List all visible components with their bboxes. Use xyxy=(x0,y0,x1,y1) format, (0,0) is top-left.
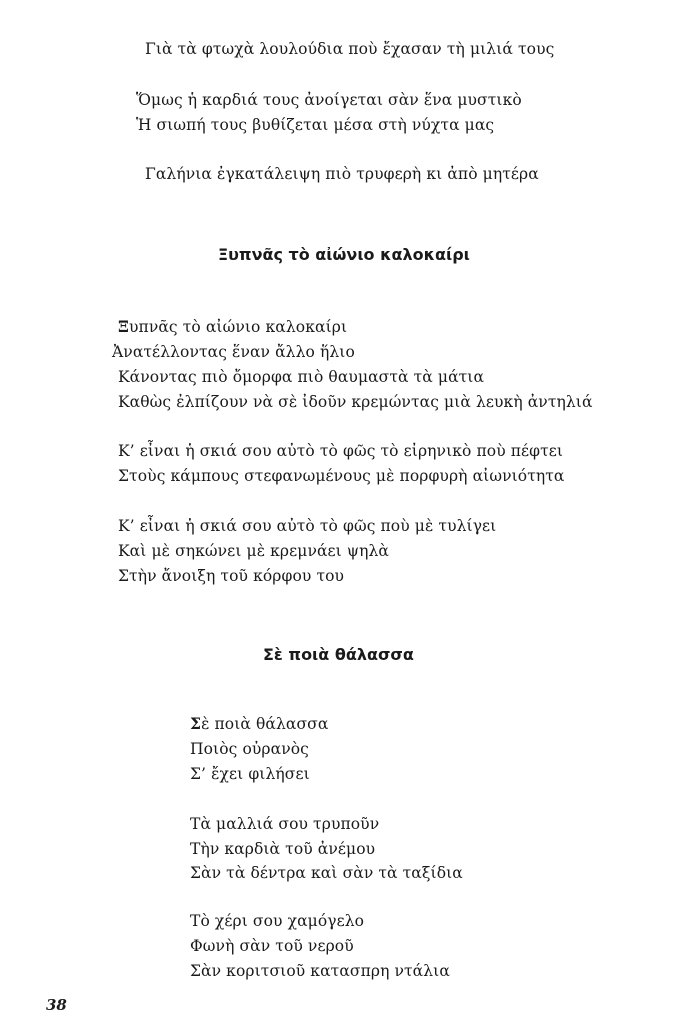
poem2-line-1 xyxy=(118,318,347,336)
poem3-line-9: Σὰν κοριτσιοῦ κατασπρη ντάλια xyxy=(190,962,450,980)
poem2-line-9: Στὴν ἄνοιξη τοῦ κόρφου του xyxy=(118,567,345,585)
poem3-line-4: Τὰ μαλλιά σου τρυποῦν xyxy=(190,815,380,833)
poem2-line-7: Κ’ εἶναι ἡ σκιά σου αὐτὸ τὸ φῶς ποὺ μὲ τυλίγει xyxy=(118,517,497,535)
poem2-initial: Ξ xyxy=(118,317,130,336)
poem3-line-3: Σ’ ἔχει φιλήσει xyxy=(190,765,310,783)
poem3-line-8: Φωνὴ σὰν τοῦ νεροῦ xyxy=(190,937,354,955)
poem3-line-1 xyxy=(190,715,328,733)
poem2-title: Ξυπνᾶς τὸ αἰώνιο καλοκαίρι xyxy=(218,245,470,264)
poem3-line-6: Σὰν τὰ δέντρα καὶ σὰν τὰ ταξίδια xyxy=(190,864,463,882)
poem2-line-5: Κ’ εἶναι ἡ σκιά σου αὐτὸ τὸ φῶς τὸ εἰρηνικὸ ποὺ πέφτει xyxy=(118,442,564,460)
poem1-line-1: Γιὰ τὰ φτωχὰ λουλούδια ποὺ ἔχασαν τὴ μιλιά τους xyxy=(145,40,555,58)
poem2-line-4: Καθὼς ἐλπίζουν νὰ σὲ ἰδοῦν κρεμώντας μιὰ λευκὴ ἀντηλιά xyxy=(118,393,593,411)
poem2-line-2: Ἀνατέλλοντας ἕναν ἄλλο ἥλιο xyxy=(112,343,355,361)
poem1-line-2: Ὅμως ἡ καρδιά τους ἀνοίγεται σὰν ἕνα μυστικὸ xyxy=(136,91,522,109)
poem1-line-4: Γαλήνια ἐγκατάλειψη πιὸ τρυφερὴ κι ἀπὸ μητέρα xyxy=(145,165,539,183)
poem2-line-6: Στοὺς κάμπους στεφανωμένους μὲ πορφυρὴ αἰωνιότητα xyxy=(118,467,565,485)
poem3-line-5: Τὴν καρδιὰ τοῦ ἀνέμου xyxy=(190,840,376,858)
poem3-line-7: Τὸ χέρι σου χαμόγελο xyxy=(190,912,365,930)
poem3-first-line-rest: ὲ ποιὰ θάλασσα xyxy=(201,715,329,733)
page-number: 38 xyxy=(46,996,67,1014)
poem2-line-3: Κάνοντας πιὸ ὄμορφα πιὸ θαυμαστὰ τὰ μάτια xyxy=(118,368,485,386)
poem2-first-line-rest: υπνᾶς τὸ αἰώνιο καλοκαίρι xyxy=(129,318,348,336)
poem2-line-8: Καὶ μὲ σηκώνει μὲ κρεμνάει ψηλὰ xyxy=(118,542,389,560)
poem3-initial: Σ xyxy=(190,714,202,733)
poem1-line-3: Ἡ σιωπή τους βυθίζεται μέσα στὴ νύχτα μας xyxy=(136,116,495,134)
poem3-title: Σὲ ποιὰ θάλασσα xyxy=(263,645,414,664)
poem3-line-2: Ποιὸς οὐρανὸς xyxy=(190,740,309,758)
